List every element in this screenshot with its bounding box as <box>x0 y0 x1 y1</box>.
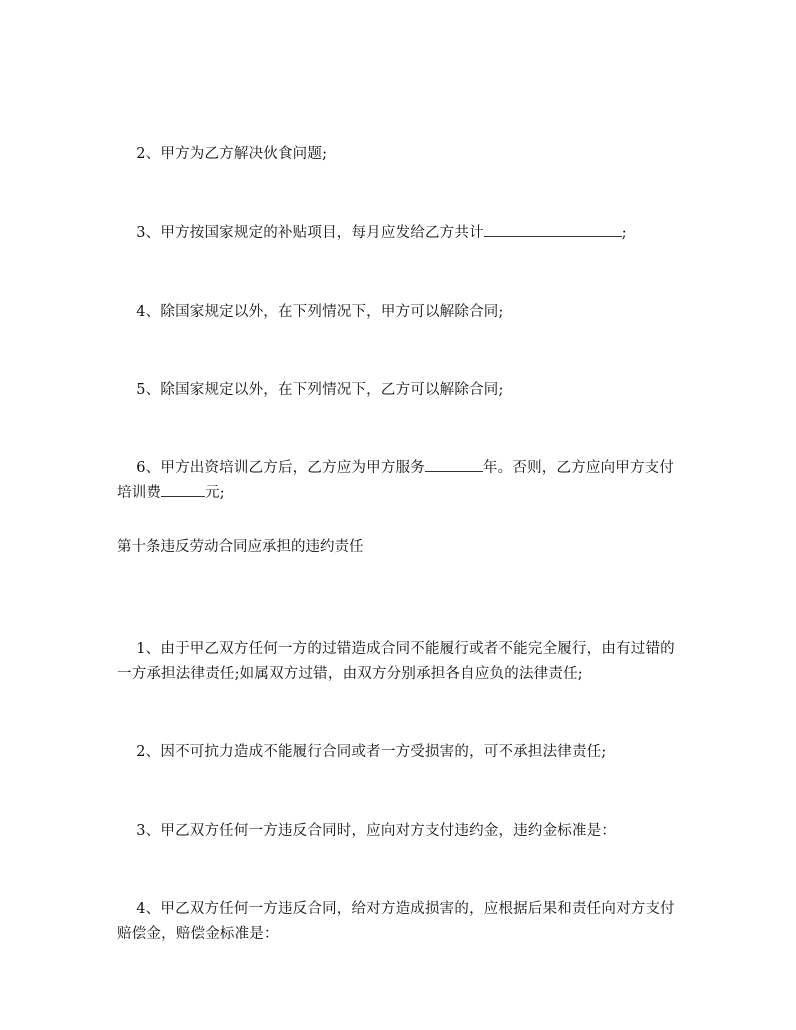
clause-text-end: ; <box>621 225 627 241</box>
fill-in-blank-fee <box>161 482 205 497</box>
clause-text: 4、甲乙双方任何一方违反合同，给对方造成损害的，应根据后果和责任向对方支付赔偿金，赔偿金标准是： <box>117 901 675 942</box>
liability-clause-1 <box>117 612 682 712</box>
clause-text: 5、除国家规定以外，在下列情况下，乙方可以解除合同; <box>136 382 504 398</box>
clause-6-training <box>117 431 682 531</box>
liability-clause-3 <box>117 794 682 869</box>
clause-4-employer-termination <box>117 275 682 350</box>
clause-5-employee-termination <box>117 353 682 428</box>
clause-text: 1、由于甲乙双方任何一方的过错造成合同不能履行或者不能完全履行，由有过错的一方承担法律责任;如属双方过错，由双方分别承担各自应负的法律责任; <box>117 641 675 682</box>
clause-text: 3、甲乙双方任何一方违反合同时，应向对方支付违约金，违约金标准是： <box>136 823 617 839</box>
liability-clause-2 <box>117 715 682 790</box>
clause-text: 2、甲方为乙方解决伙食问题; <box>136 146 328 162</box>
fill-in-blank-subsidy <box>484 222 622 237</box>
clause-text: 3、甲方按国家规定的补贴项目，每月应发给乙方共计 <box>136 225 484 241</box>
clause-2-meals <box>117 117 682 192</box>
liability-clause-4 <box>117 872 682 972</box>
clause-text-middle: 年。否则，乙方应向甲方支付培训费 <box>117 460 675 501</box>
clause-text: 2、因不可抗力造成不能履行合同或者一方受损害的，可不承担法律责任; <box>136 744 607 760</box>
clause-3-subsidy <box>117 196 682 271</box>
heading-text: 第十条违反劳动合同应承担的违约责任 <box>117 539 364 555</box>
clause-text-end: 元; <box>205 485 225 501</box>
clause-text: 4、除国家规定以外，在下列情况下，甲方可以解除合同; <box>136 304 504 320</box>
section-heading-article-10 <box>117 535 364 560</box>
fill-in-blank-years <box>425 457 483 472</box>
clause-text: 6、甲方出资培训乙方后，乙方应为甲方服务 <box>136 460 425 476</box>
